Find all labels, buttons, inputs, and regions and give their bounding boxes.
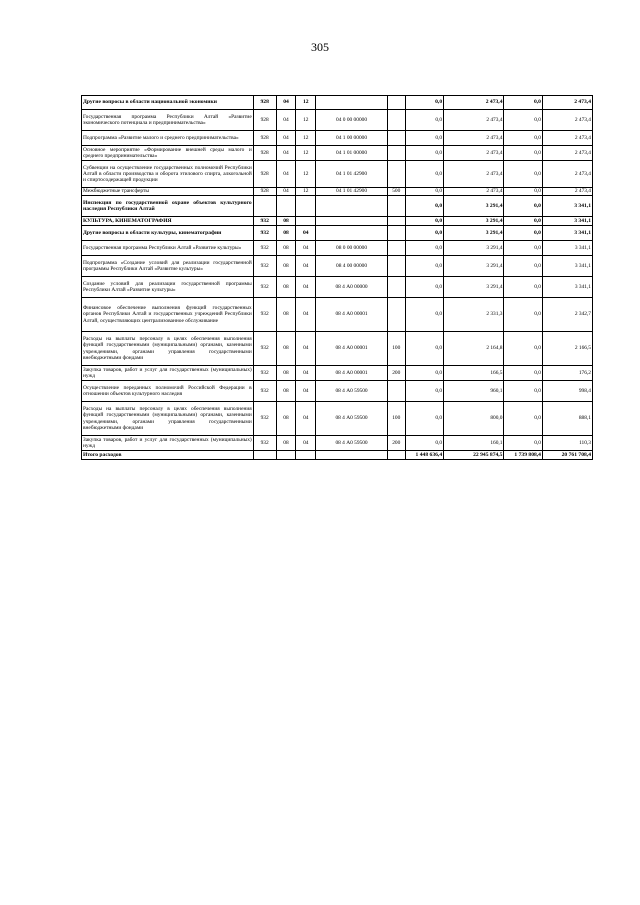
amount-cell-4: 3 341,1 — [542, 217, 592, 226]
table-row — [82, 381, 593, 402]
amount-cell-2: 2 164,8 — [444, 332, 504, 366]
amount-cell-4: 2 473,4 — [542, 110, 592, 131]
amount-cell-4: 2 473,4 — [542, 188, 592, 196]
amount-cell-4: 2 473,4 — [542, 96, 592, 110]
amount-cell-3: 0,0 — [504, 366, 543, 381]
amount-cell-4: 3 341,1 — [542, 241, 592, 256]
table-row — [82, 146, 593, 161]
amount-cell-4: 888,1 — [542, 402, 592, 436]
section-code-cell: 08 — [276, 332, 296, 366]
target-article-cell — [316, 96, 388, 110]
row-name-cell: Закупка товаров, работ и услуг для государственных (муниципальных) нужд — [83, 366, 252, 379]
section-code-cell: 08 — [276, 217, 296, 226]
section-code-cell: 08 — [276, 226, 296, 241]
grbs-code-cell: 932 — [253, 226, 276, 241]
target-article-cell: 04 1 01 42900 — [316, 161, 388, 188]
amount-cell-4: 3 341,1 — [542, 256, 592, 277]
target-article-cell: 08 4 А0 00001 — [316, 332, 388, 366]
table-row — [82, 131, 593, 146]
subsection-code-cell: 12 — [296, 110, 316, 131]
section-code-cell: 08 — [276, 241, 296, 256]
section-code-cell: 04 — [276, 161, 296, 188]
amount-cell-4: 110,3 — [542, 436, 592, 451]
table-row — [82, 188, 593, 196]
table-row — [82, 436, 593, 451]
amount-cell-3: 0,0 — [504, 188, 543, 196]
amount-cell-4: 2 342,7 — [542, 298, 592, 332]
target-article-cell: 04 1 01 42900 — [316, 188, 388, 196]
amount-cell-2: 2 331,3 — [444, 298, 504, 332]
amount-cell-3: 0,0 — [504, 436, 543, 451]
table-row — [82, 196, 593, 217]
row-name-cell: Государственная программа Республики Алтай «Развитие культуры» — [82, 241, 254, 256]
grbs-code-cell: 932 — [253, 436, 276, 451]
amount-cell-1: 0,0 — [405, 256, 444, 277]
subsection-code-cell: 04 — [296, 402, 316, 436]
subsection-code-cell: 04 — [296, 366, 316, 381]
row-name-cell: Другие вопросы в области национальной экономики — [82, 96, 254, 110]
grbs-code-cell: 928 — [253, 131, 276, 146]
amount-cell-1: 0,0 — [405, 188, 444, 196]
amount-cell-2: 2 473,4 — [444, 188, 504, 196]
amount-cell-3: 0,0 — [504, 381, 543, 402]
table-row — [82, 241, 593, 256]
amount-cell-2: 22 945 874,5 — [444, 451, 504, 460]
expense-type-cell — [387, 131, 405, 146]
amount-cell-2: 2 473,4 — [444, 161, 504, 188]
target-article-cell: 08 4 00 00000 — [316, 256, 388, 277]
row-name-cell: Основное мероприятие «Формирование внешней среды малого и среднего предпринимательства» — [83, 146, 252, 159]
row-name-cell: Подпрограмма «Создание условий для реализации государственной программы Республики Алтай «Развитие культуры» — [82, 256, 254, 277]
expense-type-cell — [387, 241, 405, 256]
subsection-code-cell: 12 — [296, 146, 316, 161]
section-code-cell: 08 — [276, 256, 296, 277]
expense-type-cell — [387, 161, 405, 188]
amount-cell-1: 0,0 — [405, 131, 444, 146]
row-name-cell: Субвенции на осуществление государственных полномочий Республики Алтай в области производства и оборота этилового спирта, алкогольной и спиртосодержащей продукции — [82, 161, 254, 188]
expense-type-cell — [387, 96, 405, 110]
target-article-cell — [316, 196, 388, 217]
expense-type-cell — [387, 381, 405, 402]
amount-cell-3: 0,0 — [504, 332, 543, 366]
row-name-cell: Инспекция по государственной охране объектов культурного наследия Республики Алтай — [82, 196, 254, 217]
row-name-cell: Финансовое обеспечение выполнения функций государственных органов Республики Алтай и государственных учреждений Республики Алтай, осуществляющих централизованное обслуживание — [82, 298, 254, 332]
amount-cell-3: 0,0 — [504, 241, 543, 256]
target-article-cell: 08 4 А0 59500 — [316, 402, 388, 436]
amount-cell-1: 0,0 — [405, 96, 444, 110]
amount-cell-2: 2 473,4 — [444, 146, 504, 161]
subsection-code-cell: 04 — [296, 256, 316, 277]
expense-type-cell — [387, 110, 405, 131]
grbs-code-cell: 932 — [253, 256, 276, 277]
subsection-code-cell: 04 — [296, 277, 316, 298]
amount-cell-2: 160,1 — [444, 436, 504, 451]
expense-type-cell — [387, 217, 405, 226]
target-article-cell: 08 4 А0 00000 — [316, 277, 388, 298]
amount-cell-1: 0,0 — [405, 217, 444, 226]
table-row — [82, 332, 593, 366]
target-article-cell: 04 1 01 00000 — [316, 146, 388, 161]
subsection-code-cell — [296, 451, 316, 460]
amount-cell-3: 1 739 808,4 — [504, 451, 543, 460]
expense-type-cell — [387, 277, 405, 298]
grbs-code-cell: 932 — [253, 402, 276, 436]
expense-type-cell — [387, 226, 405, 241]
table-row — [82, 110, 593, 131]
grbs-code-cell — [253, 451, 276, 460]
row-name-cell: Межбюджетные трансферты — [82, 188, 254, 196]
page-number: 305 — [311, 40, 329, 54]
table-row — [82, 402, 593, 436]
grbs-code-cell: 932 — [253, 366, 276, 381]
subsection-code-cell: 04 — [296, 381, 316, 402]
amount-cell-2: 2 473,4 — [444, 110, 504, 131]
target-article-cell: 08 4 А0 00001 — [316, 298, 388, 332]
amount-cell-1: 0,0 — [405, 277, 444, 298]
amount-cell-3: 0,0 — [504, 217, 543, 226]
target-article-cell: 04 1 00 00000 — [316, 131, 388, 146]
amount-cell-1: 0,0 — [405, 332, 444, 366]
section-code-cell: 08 — [276, 381, 296, 402]
grbs-code-cell: 932 — [253, 217, 276, 226]
amount-cell-1: 0,0 — [405, 110, 444, 131]
subsection-code-cell: 12 — [296, 188, 316, 196]
amount-cell-1: 0,0 — [405, 381, 444, 402]
amount-cell-3: 0,0 — [504, 196, 543, 217]
amount-cell-4: 998,4 — [542, 381, 592, 402]
amount-cell-2: 800,0 — [444, 402, 504, 436]
amount-cell-4: 3 341,1 — [542, 277, 592, 298]
grbs-code-cell: 928 — [253, 146, 276, 161]
section-code-cell — [276, 451, 296, 460]
row-name-cell: Государственная программа Республики Алтай «Развитие экономического потенциала и предпринимательства» — [82, 110, 254, 131]
row-name-cell: Другие вопросы в области культуры, кинематографии — [82, 226, 254, 241]
subsection-code-cell — [296, 196, 316, 217]
amount-cell-3: 0,0 — [504, 110, 543, 131]
amount-cell-2: 960,1 — [444, 381, 504, 402]
table-row — [82, 451, 593, 460]
section-code-cell: 04 — [276, 188, 296, 196]
grbs-code-cell: 928 — [253, 110, 276, 131]
section-code-cell: 08 — [276, 366, 296, 381]
table-body — [82, 96, 593, 460]
grbs-code-cell: 932 — [253, 332, 276, 366]
subsection-code-cell: 12 — [296, 161, 316, 188]
amount-cell-4: 176,2 — [542, 366, 592, 381]
amount-cell-1: 0,0 — [405, 241, 444, 256]
amount-cell-2: 3 291,4 — [444, 196, 504, 217]
section-code-cell: 08 — [276, 277, 296, 298]
row-name-cell: Подпрограмма «Развитие малого и среднего предпринимательства» — [82, 131, 254, 146]
row-name-cell: Создание условий для реализации государственной программы Республики Алтай «Развитие культуры» — [82, 277, 254, 298]
table-row — [82, 226, 593, 241]
table-row — [82, 161, 593, 188]
expense-type-cell: 200 — [387, 366, 405, 381]
target-article-cell — [316, 217, 388, 226]
amount-cell-2: 3 291,4 — [444, 277, 504, 298]
amount-cell-1: 0,0 — [405, 298, 444, 332]
amount-cell-3: 0,0 — [504, 146, 543, 161]
amount-cell-3: 0,0 — [504, 256, 543, 277]
target-article-cell: 08 4 А0 59500 — [316, 436, 388, 451]
subsection-code-cell: 04 — [296, 298, 316, 332]
expense-type-cell — [387, 256, 405, 277]
amount-cell-1: 0,0 — [405, 402, 444, 436]
expense-type-cell — [387, 451, 405, 460]
amount-cell-1: 0,0 — [405, 161, 444, 188]
subsection-code-cell: 04 — [296, 241, 316, 256]
grbs-code-cell: 928 — [253, 188, 276, 196]
amount-cell-3: 0,0 — [504, 298, 543, 332]
section-code-cell — [276, 196, 296, 217]
amount-cell-1: 0,0 — [405, 196, 444, 217]
amount-cell-2: 2 473,4 — [444, 131, 504, 146]
expense-type-cell — [387, 298, 405, 332]
amount-cell-3: 0,0 — [504, 96, 543, 110]
subsection-code-cell: 04 — [296, 436, 316, 451]
target-article-cell — [316, 451, 388, 460]
expense-type-cell — [387, 196, 405, 217]
expense-type-cell: 100 — [387, 402, 405, 436]
table-row — [82, 277, 593, 298]
target-article-cell: 08 0 00 00000 — [316, 241, 388, 256]
expense-type-cell: 200 — [387, 436, 405, 451]
section-code-cell: 04 — [276, 96, 296, 110]
row-name-cell: Закупка товаров, работ и услуг для государственных (муниципальных) нужд — [83, 436, 252, 449]
grbs-code-cell: 928 — [253, 96, 276, 110]
expenditure-table — [81, 95, 593, 460]
target-article-cell: 08 4 А0 00001 — [316, 366, 388, 381]
amount-cell-4: 3 341,1 — [542, 226, 592, 241]
table-row — [82, 256, 593, 277]
subsection-code-cell: 04 — [296, 226, 316, 241]
row-name-cell: Расходы на выплаты персоналу в целях обеспечения выполнения функций государственными (муниципальными) органами, казенными учреждениями, органами управления государственными внебюджетными фондами — [82, 402, 254, 436]
amount-cell-1: 0,0 — [405, 436, 444, 451]
target-article-cell — [316, 226, 388, 241]
amount-cell-4: 2 166,5 — [542, 332, 592, 366]
row-name-cell: Итого расходов — [82, 451, 254, 460]
section-code-cell: 08 — [276, 298, 296, 332]
subsection-code-cell: 04 — [296, 332, 316, 366]
amount-cell-3: 0,0 — [504, 277, 543, 298]
amount-cell-2: 3 291,4 — [444, 226, 504, 241]
amount-cell-2: 3 291,4 — [444, 241, 504, 256]
amount-cell-3: 0,0 — [504, 161, 543, 188]
table-row — [82, 217, 593, 226]
amount-cell-1: 0,0 — [405, 226, 444, 241]
amount-cell-4: 2 473,4 — [542, 131, 592, 146]
target-article-cell: 08 4 А0 59500 — [316, 381, 388, 402]
grbs-code-cell: 932 — [253, 241, 276, 256]
row-name-cell: КУЛЬТУРА, КИНЕМАТОГРАФИЯ — [82, 217, 254, 226]
target-article-cell: 04 0 00 00000 — [316, 110, 388, 131]
amount-cell-4: 3 341,1 — [542, 196, 592, 217]
row-name-cell: Осуществление переданных полномочий Российской Федерации в отношении объектов культурного наследия — [82, 381, 254, 402]
amount-cell-2: 3 291,4 — [444, 256, 504, 277]
row-name-cell: Расходы на выплаты персоналу в целях обеспечения выполнения функций государственными (муниципальными) органами, казенными учреждениями, органами управления государственными внебюджетными фондами — [82, 332, 254, 366]
grbs-code-cell: 932 — [253, 277, 276, 298]
section-code-cell: 04 — [276, 146, 296, 161]
subsection-code-cell: 12 — [296, 96, 316, 110]
amount-cell-3: 0,0 — [504, 226, 543, 241]
amount-cell-1: 0,0 — [405, 146, 444, 161]
grbs-code-cell — [253, 196, 276, 217]
amount-cell-3: 0,0 — [504, 402, 543, 436]
amount-cell-2: 166,5 — [444, 366, 504, 381]
amount-cell-4: 20 761 708,4 — [542, 451, 592, 460]
amount-cell-1: 0,0 — [405, 366, 444, 381]
amount-cell-4: 2 473,4 — [542, 146, 592, 161]
section-code-cell: 08 — [276, 402, 296, 436]
subsection-code-cell: 12 — [296, 131, 316, 146]
table-row — [82, 366, 593, 381]
expense-type-cell: 500 — [387, 188, 405, 196]
table-row — [82, 298, 593, 332]
grbs-code-cell: 932 — [253, 298, 276, 332]
section-code-cell: 04 — [276, 110, 296, 131]
grbs-code-cell: 928 — [253, 161, 276, 188]
amount-cell-3: 0,0 — [504, 131, 543, 146]
table-row — [82, 96, 593, 110]
amount-cell-2: 3 291,4 — [444, 217, 504, 226]
expense-type-cell: 100 — [387, 332, 405, 366]
amount-cell-4: 2 473,4 — [542, 161, 592, 188]
amount-cell-1: 1 448 636,4 — [405, 451, 444, 460]
grbs-code-cell: 932 — [253, 381, 276, 402]
section-code-cell: 08 — [276, 436, 296, 451]
expense-type-cell — [387, 146, 405, 161]
amount-cell-2: 2 473,4 — [444, 96, 504, 110]
section-code-cell: 04 — [276, 131, 296, 146]
subsection-code-cell — [296, 217, 316, 226]
